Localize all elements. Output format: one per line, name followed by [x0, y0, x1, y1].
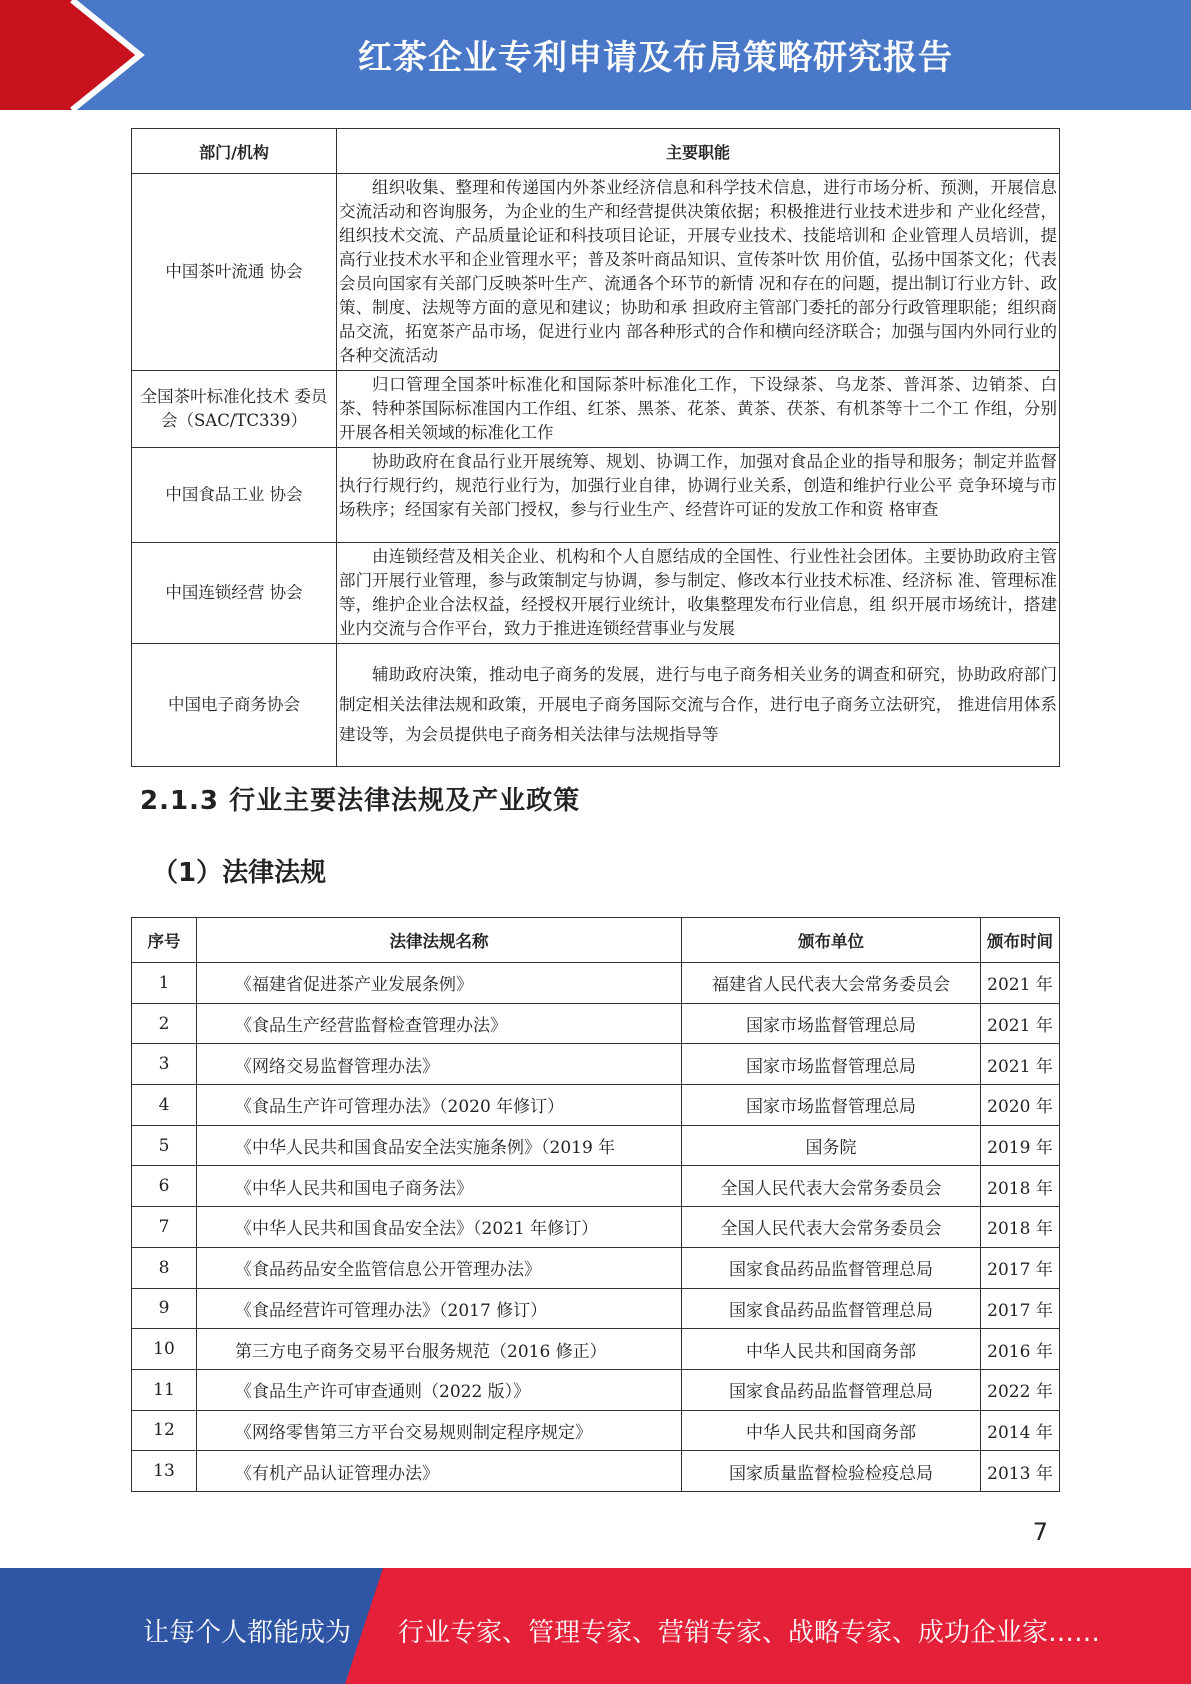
org-duty: 组织收集、整理和传递国内外茶业经济信息和科学技术信息，进行市场分析、预测，开展信息交流活动和咨询服务，为企业的生产和经营提供决策依据；积极推进行业技术进步和 产业化经营，组织技术交流、产品质量论证和科技项目论证，开展专业技术、技能培训和 企业管理人员培训，提高行业技术水平和企业管理水平；普及茶叶商品知识、宣传茶叶饮 用价值，弘扬中国茶文化；代表会员向国家有关部门反映茶叶生产、流通各个环节的新情 况和存在的问题，提出制订行业方针、政策、制度、法规等方面的意见和建议；协助和承 担政府主管部门委托的部分行政管理职能；组织商品交流，拓宽茶产品市场，促进行业内 部各种形式的合作和横向经济联合；加强与国内外同行业的各种交流活动	[337, 174, 1060, 371]
column-header-no: 序号	[132, 918, 197, 963]
org-name: 中国食品工业 协会	[132, 448, 337, 543]
table-row	[132, 1003, 1060, 1044]
law-year: 2020 年	[981, 1085, 1060, 1126]
table-row	[132, 1044, 1060, 1085]
table-row	[132, 174, 1060, 371]
law-year: 2022 年	[981, 1369, 1060, 1410]
table-row	[132, 1207, 1060, 1248]
law-name: 《中华人民共和国电子商务法》	[197, 1166, 682, 1207]
law-year: 2019 年	[981, 1125, 1060, 1166]
law-issuer: 国家食品药品监督管理总局	[682, 1247, 981, 1288]
law-year: 2018 年	[981, 1166, 1060, 1207]
column-header-year: 颁布时间	[981, 918, 1060, 963]
law-number: 9	[132, 1288, 197, 1329]
law-number: 7	[132, 1207, 197, 1248]
column-header-org: 部门/机构	[132, 129, 337, 174]
law-name: 《中华人民共和国食品安全法实施条例》（2019 年	[197, 1125, 682, 1166]
law-issuer: 福建省人民代表大会常务委员会	[682, 963, 981, 1004]
law-year: 2021 年	[981, 963, 1060, 1004]
law-name: 第三方电子商务交易平台服务规范（2016 修正）	[197, 1329, 682, 1370]
org-name: 全国茶叶标准化技术 委员会（SAC/TC339）	[132, 371, 337, 448]
table-row	[132, 1247, 1060, 1288]
table-row	[132, 1166, 1060, 1207]
law-number: 6	[132, 1166, 197, 1207]
law-year: 2021 年	[981, 1044, 1060, 1085]
report-title: 红茶企业专利申请及布局策略研究报告	[358, 38, 953, 78]
table-row	[132, 1085, 1060, 1126]
law-name: 《网络零售第三方平台交易规则制定程序规定》	[197, 1410, 682, 1451]
law-number: 1	[132, 963, 197, 1004]
law-issuer: 国家食品药品监督管理总局	[682, 1369, 981, 1410]
law-issuer: 国家市场监督管理总局	[682, 1085, 981, 1126]
table-row	[132, 371, 1060, 448]
footer-slogan-left: 让每个人都能成为	[143, 1618, 352, 1648]
law-issuer: 中华人民共和国商务部	[682, 1410, 981, 1451]
organizations-table	[131, 128, 1060, 767]
law-number: 2	[132, 1003, 197, 1044]
law-year: 2021 年	[981, 1003, 1060, 1044]
law-number: 3	[132, 1044, 197, 1085]
law-number: 11	[132, 1369, 197, 1410]
table-row	[132, 644, 1060, 767]
law-year: 2016 年	[981, 1329, 1060, 1370]
table-header-row	[132, 129, 1060, 174]
law-number: 5	[132, 1125, 197, 1166]
table-row	[132, 1288, 1060, 1329]
org-name: 中国连锁经营 协会	[132, 543, 337, 644]
page-footer	[0, 1568, 1191, 1684]
table-header-row	[132, 918, 1060, 963]
table-row	[132, 1410, 1060, 1451]
org-duty: 辅助政府决策，推动电子商务的发展，进行与电子商务相关业务的调查和研究，协助政府部门制定相关法律法规和政策，开展电子商务国际交流与合作，进行电子商务立法研究， 推进信用体系建设等，为会员提供电子商务相关法律与法规指导等	[337, 644, 1060, 767]
law-name: 《网络交易监督管理办法》	[197, 1044, 682, 1085]
law-number: 4	[132, 1085, 197, 1126]
table-row	[132, 1369, 1060, 1410]
law-number: 10	[132, 1329, 197, 1370]
page-header	[0, 0, 1191, 110]
law-number: 12	[132, 1410, 197, 1451]
footer-slogan-right: 行业专家、管理专家、营销专家、战略专家、成功企业家……	[398, 1618, 1101, 1648]
law-year: 2014 年	[981, 1410, 1060, 1451]
law-issuer: 国家市场监督管理总局	[682, 1044, 981, 1085]
subsection-heading: （1）法律法规	[152, 858, 327, 888]
org-duty: 由连锁经营及相关企业、机构和个人自愿结成的全国性、行业性社会团体。主要协助政府主管部门开展行业管理，参与政策制定与协调，参与制定、修改本行业技术标准、经济标 准、管理标准等，维护企业合法权益，经授权开展行业统计，收集整理发布行业信息，组 织开展市场统计，搭建业内交流与合作平台，致力于推进连锁经营事业与发展	[337, 543, 1060, 644]
law-year: 2013 年	[981, 1451, 1060, 1492]
law-issuer: 国家质量监督检验检疫总局	[682, 1451, 981, 1492]
column-header-name: 法律法规名称	[197, 918, 682, 963]
org-name: 中国电子商务协会	[132, 644, 337, 767]
law-number: 13	[132, 1451, 197, 1492]
org-name: 中国茶叶流通 协会	[132, 174, 337, 371]
page-number: 7	[1032, 1518, 1048, 1546]
table-row	[132, 963, 1060, 1004]
law-number: 8	[132, 1247, 197, 1288]
law-name: 《食品生产许可审查通则（2022 版）》	[197, 1369, 682, 1410]
laws-table	[131, 917, 1060, 1492]
law-issuer: 国家食品药品监督管理总局	[682, 1288, 981, 1329]
law-year: 2017 年	[981, 1288, 1060, 1329]
law-issuer: 全国人民代表大会常务委员会	[682, 1166, 981, 1207]
column-header-duty: 主要职能	[337, 129, 1060, 174]
law-year: 2018 年	[981, 1207, 1060, 1248]
column-header-unit: 颁布单位	[682, 918, 981, 963]
law-name: 《中华人民共和国食品安全法》（2021 年修订）	[197, 1207, 682, 1248]
law-name: 《食品药品安全监管信息公开管理办法》	[197, 1247, 682, 1288]
law-issuer: 国家市场监督管理总局	[682, 1003, 981, 1044]
law-name: 《食品生产许可管理办法》（2020 年修订）	[197, 1085, 682, 1126]
law-year: 2017 年	[981, 1247, 1060, 1288]
org-duty: 协助政府在食品行业开展统筹、规划、协调工作，加强对食品企业的指导和服务；制定并监督执行行规行约，规范行业行为，加强行业自律，协调行业关系，创造和维护行业公平 竞争环境与市场秩序；经国家有关部门授权，参与行业生产、经营许可证的发放工作和资 格审查	[337, 448, 1060, 543]
law-name: 《食品经营许可管理办法》（2017 修订）	[197, 1288, 682, 1329]
header-chevron-graphic	[0, 0, 180, 110]
table-row	[132, 448, 1060, 543]
table-row	[132, 543, 1060, 644]
section-heading: 2.1.3 行业主要法律法规及产业政策	[140, 786, 581, 816]
law-name: 《福建省促进茶产业发展条例》	[197, 963, 682, 1004]
law-issuer: 中华人民共和国商务部	[682, 1329, 981, 1370]
table-row	[132, 1125, 1060, 1166]
law-name: 《食品生产经营监督检查管理办法》	[197, 1003, 682, 1044]
law-issuer: 国务院	[682, 1125, 981, 1166]
table-row	[132, 1329, 1060, 1370]
law-name: 《有机产品认证管理办法》	[197, 1451, 682, 1492]
table-row	[132, 1451, 1060, 1492]
org-duty: 归口管理全国茶叶标准化和国际茶叶标准化工作，下设绿茶、乌龙茶、普洱茶、边销茶、白茶、特种茶国际标准国内工作组、红茶、黑茶、花茶、黄茶、茯茶、有机茶等十二个工 作组，分别开展各相关领域的标准化工作	[337, 371, 1060, 448]
law-issuer: 全国人民代表大会常务委员会	[682, 1207, 981, 1248]
